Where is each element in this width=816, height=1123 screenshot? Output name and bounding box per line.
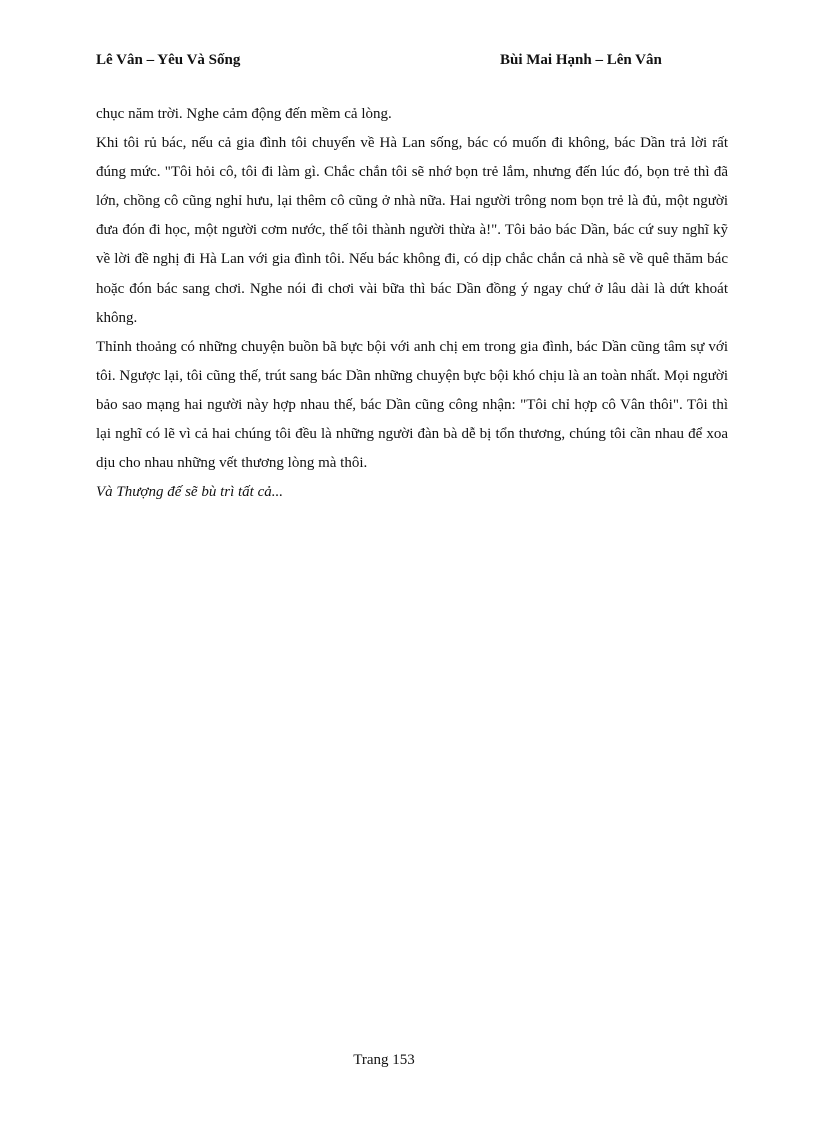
paragraph: Thỉnh thoảng có những chuyện buồn bã bực bội với anh chị em trong gia đình, bác Dần cũng tâm sự với tôi. Ngược lại, tôi cũng thế, trút sang bác Dần những chuyện bực bội khó chịu là an toàn nhất. Mọi người bảo sao mạng hai người này hợp nhau thế, bác Dần cũng công nhận: "Tôi chỉ hợp cô Vân thôi". Tôi thì lại nghĩ có lẽ vì cả hai chúng tôi đều là những người đàn bà dễ bị tổn thương, chúng tôi cần nhau để xoa dịu cho nhau những vết thương lòng mà thôi. — [96, 338, 728, 472]
paragraph: Khi tôi rủ bác, nếu cả gia đình tôi chuyển về Hà Lan sống, bác có muốn đi không, bác Dần trả lời rất đúng mức. "Tôi hỏi cô, tôi đi làm gì. Chắc chắn tôi sẽ nhớ bọn trẻ lắm, nhưng đến lúc đó, bọn trẻ thì đã lớn, chồng cô cũng nghỉ hưu, lại thêm cô cũng ở nhà nữa. Hai người trông nom bọn trẻ là đủ, một người đưa đón đi học, một người cơm nước, thế tôi thành người thừa à!". Tôi bảo bác Dần, bác cứ suy nghĩ kỹ về lời đề nghị đi Hà Lan với gia đình tôi. Nếu bác không đi, có dịp chắc chắn cả nhà sẽ về quê thăm bác hoặc đón bác sang chơi. Nghe nói đi chơi vài bữa thì bác Dần đồng ý ngay chứ ở lâu dài là dứt khoát không. — [96, 135, 728, 326]
page-header — [96, 52, 676, 74]
closing-italic-line: Và Thượng đế sẽ bù trì tất cả... — [96, 484, 284, 501]
header-authors: Bùi Mai Hạnh – Lên Vân — [500, 52, 662, 68]
body-text — [96, 100, 728, 507]
paragraph: chục năm trời. Nghe cảm động đến mềm cả lòng. — [96, 106, 392, 122]
header-book-title: Lê Vân – Yêu Và Sống — [96, 52, 241, 68]
page-number: Trang 153 — [353, 1052, 415, 1068]
